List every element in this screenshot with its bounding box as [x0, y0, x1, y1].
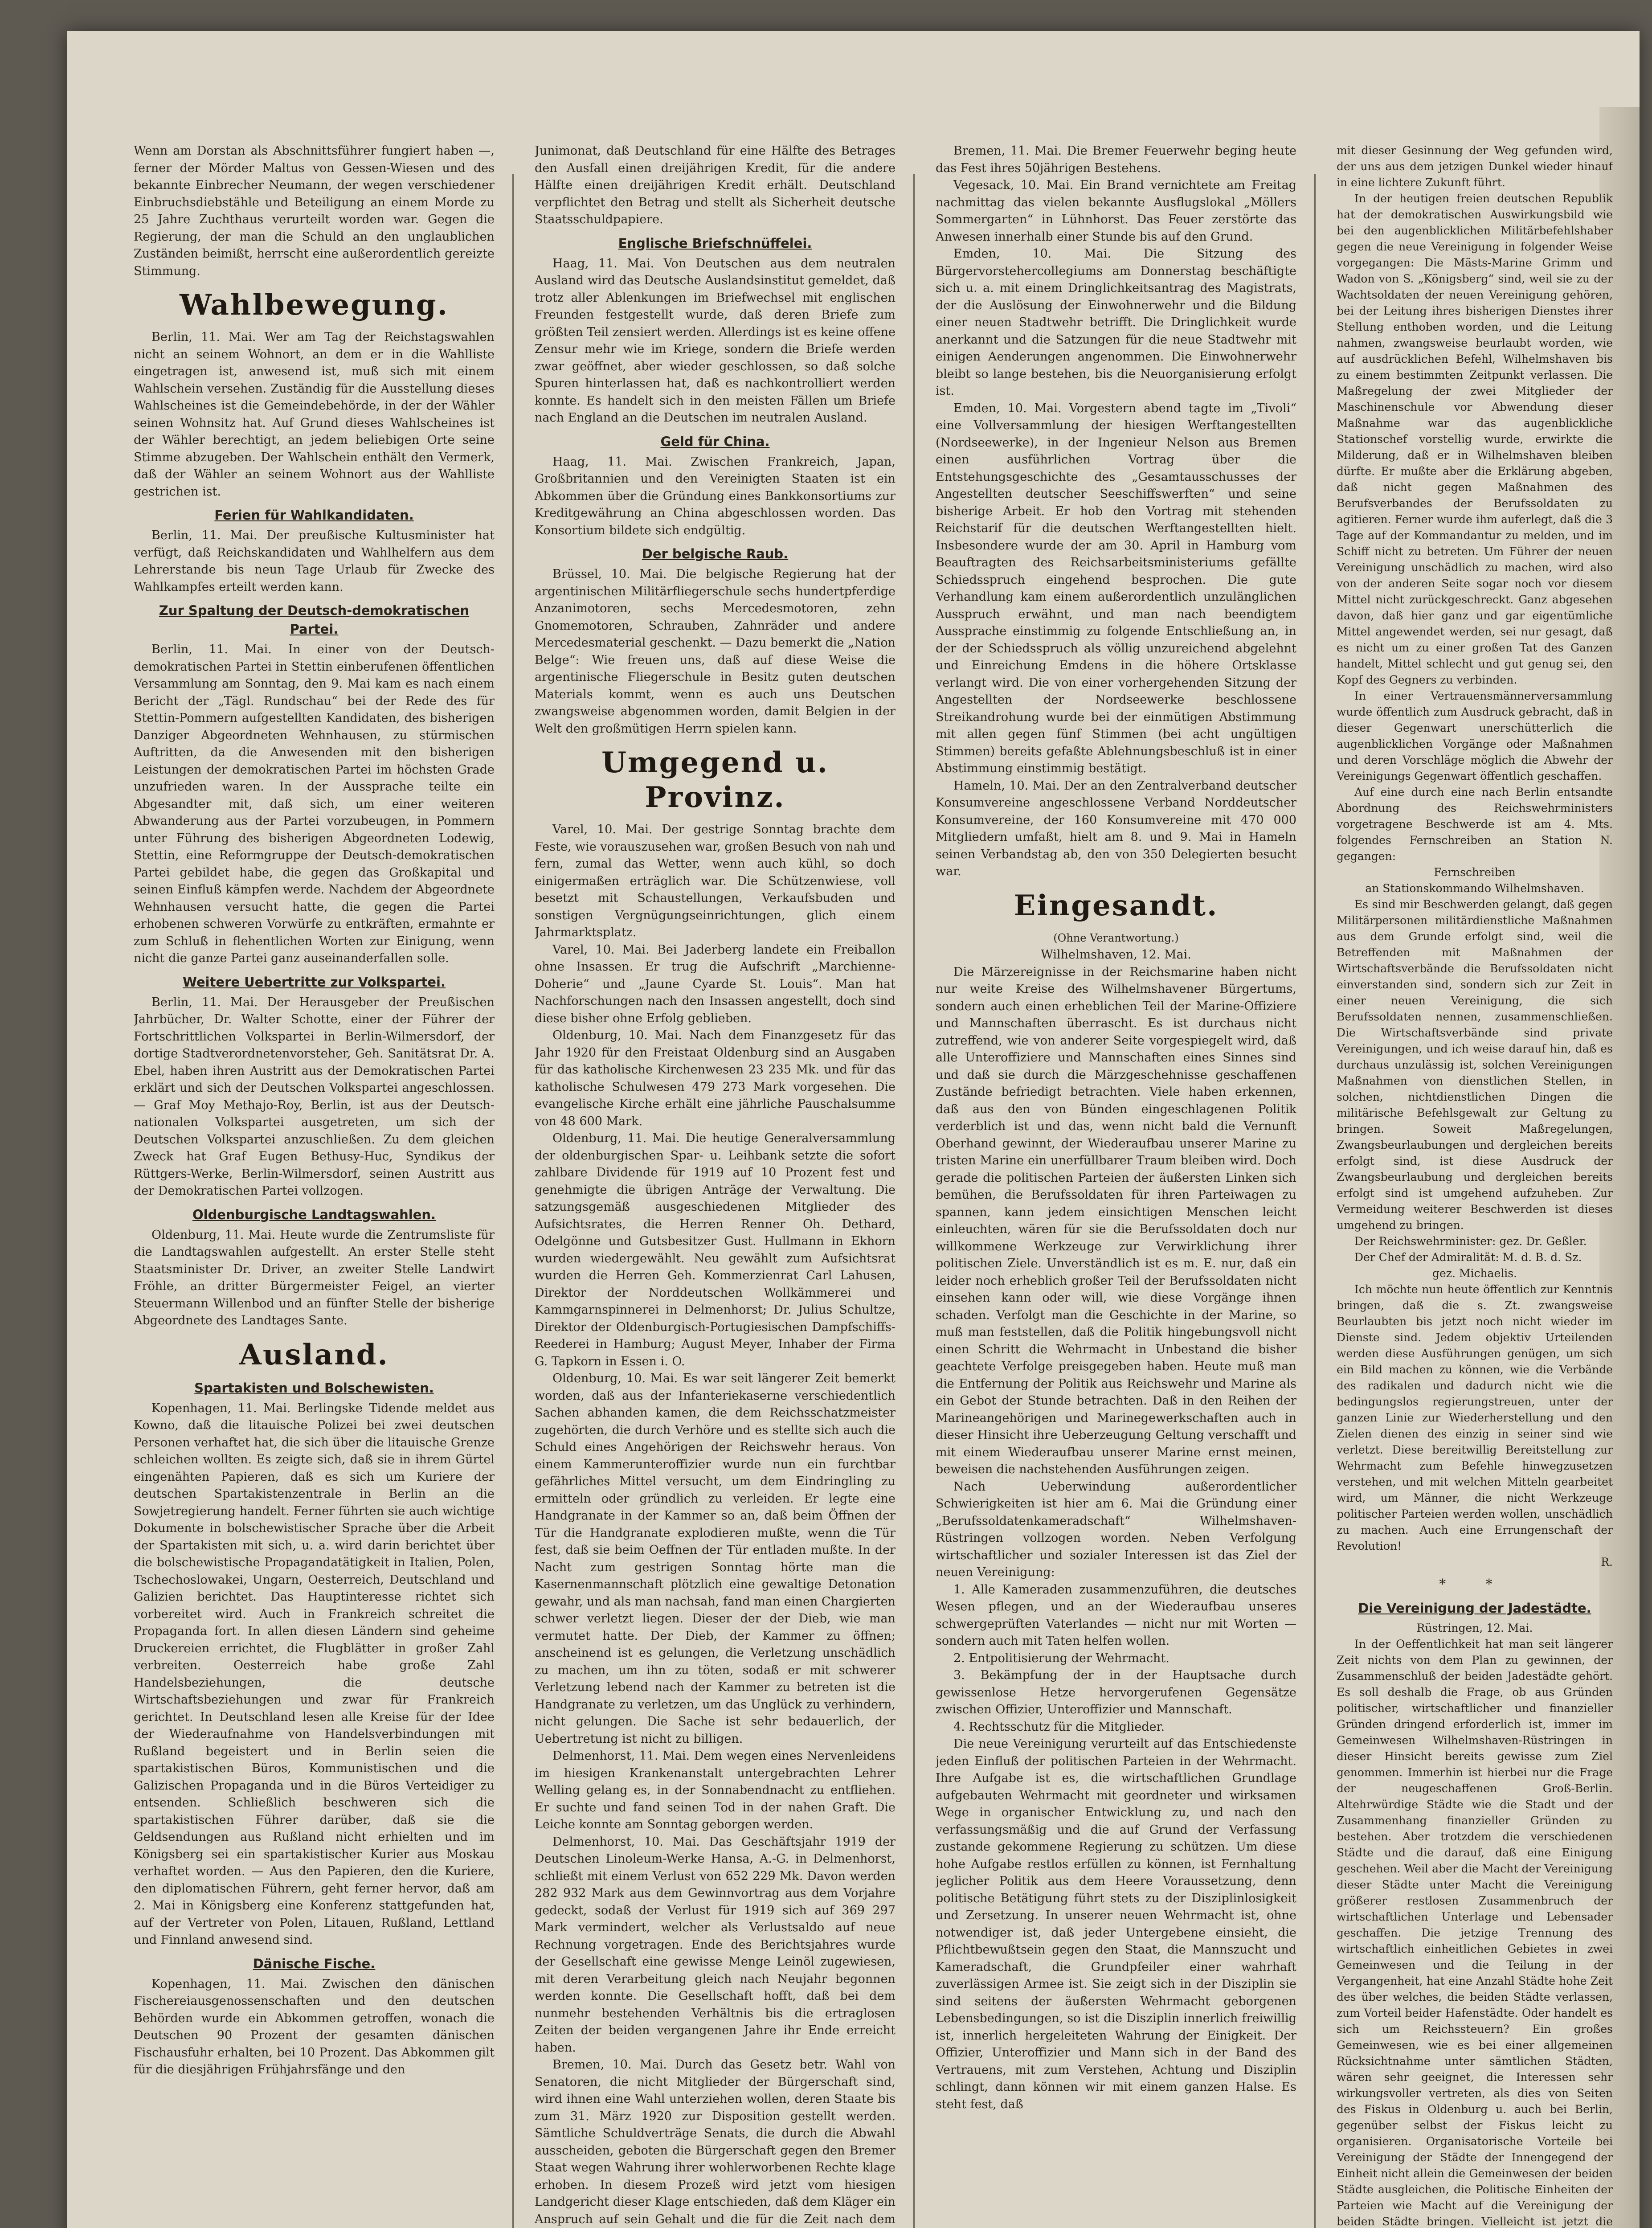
article-text: Junimonat, daß Deutschland für eine Hälfte des Betrages den Ausfall einen dreijährigen Kredit, für die andere Hälfte einen dreijährigen Kredit erhält. Deutschland verpflichtet den Betrag und stellt als Sicherheit deutsche Staatsschuldpapiere.	[535, 144, 896, 226]
article-text: Haag, 11. Mai. Von Deutschen aus dem neutralen Ausland wird das Deutsche Auslandsinstitut gemeldet, daß trotz aller Ablenkungen im Briefwechsel mit englischen Freunden festgestellt wurde, daß deren Briefe zum größten Teil zensiert werden. Allerdings ist es keine offene Zensur mehr wie im Kriege, sondern die Briefe werden zwar geöffnet, aber wieder geschlossen, so daß solche Spuren hinterlassen hat, daß es nachkontrolliert werden konnte. Es handelt sich in den meisten Fällen um Briefe nach England an die Deutschen im neutralen Ausland.	[535, 256, 896, 425]
article-text: Oldenburg, 11. Mai. Heute wurde die Zentrumsliste für die Landtagswahlen aufgestellt. An erster Stelle steht Staatsminister Dr. Driver, an zweiter Stelle Landwirt Fröhle, an dritter Bürgermeister Feigel, an vierter Steuermann Willenbod und an fünfter Stelle der bisherige Abgeordnete des Landtages Sante.	[134, 1228, 495, 1327]
article-text: Varel, 10. Mai. Der gestrige Sonntag brachte dem Feste, wie vorauszusehen war, großen Besuch von nah und fern, zumal das Wetter, wenn auch kühl, so doch einigermaßen erträglich war. Die Schützenwiese, voll besetzt mit Schaustellungen, Verkaufsbuden und sonstigen Vergnügungseinrichtungen, glich einem Jahrmarktsplatz.	[535, 823, 896, 939]
article-text: Oldenburg, 10. Mai. Nach dem Finanzgesetz für das Jahr 1920 für den Freistaat Oldenburg sind an Ausgaben für das katholische Kirchenwesen 23 235 Mk. und für das katholische Schulwesen 479 273 Mark vorgesehen. Die evangelische Kirche erhält eine jährliche Pauschalsumme von 48 600 Mark.	[535, 1028, 896, 1128]
article-text: In der heutigen freien deutschen Republik hat der demokratischen Auswirkungsbild wie bei den augenblicklichen Militärbefehlshaber gegen die neue Vereinigung in folgender Weise vorgegangen: Die Mästs-Marine Grimm und Wadon von S. „Königsberg“ sind, weil sie zu der Wachtsoldaten der neuen Vereinigung gehören, bei der Leitung ihres bisherigen Dienstes ihrer Stellung enthoben worden, und die Leitung nahmen, zwangsweise beurlaubt worden, wie auf ausdrücklichen Befehl, Wilhelmshaven bis zu einem bestimmten Zeitpunkt verlassen. Die Maßregelung der zwei Mitglieder der Maschinenschule vor Abwendung dieser Maßnahme war das augenblickliche Stationschef vorstellig wurde, erwirkte die Milderung, daß er in Wilhelmshaven bleiben dürfte. Er mußte aber die Erklärung abgeben, daß nicht gegen Maßnahmen des Berufsverbandes der Berufssoldaten zu agitieren. Ferner wurde ihm auferlegt, daß die 3 Tage auf der Kommandantur zu melden, und im Schiff nicht zu betreten. Um Führer der neuen Vereinigung unschädlich zu machen, wird also von der anderen Seite sogar noch vor diesem Mittel nicht zurückgeschreckt. Ganz abgesehen davon, daß hier ganz und gar eigentümliche Mittel angewendet werden, sei nur gesagt, daß es nicht um zu einer großen Tat des Ganzen handelt, Mittel schlecht und gut genug sei, den Kopf des Gegners zu verbinden.	[1337, 192, 1613, 686]
article-text: mit dieser Gesinnung der Weg gefunden wird, der uns aus dem jetzigen Dunkel wieder hinauf in eine lichtere Zukunft führt.	[1337, 144, 1613, 189]
subheading: Die Vereinigung der Jadestädte.	[1358, 1601, 1591, 1616]
article-text: Kopenhagen, 11. Mai. Zwischen den dänischen Fischereiausgenossenschaften und den deutschen Behörden wurde ein Abkommen getroffen, wonach die Deutschen 90 Prozent der gesamten dänischen Fischausfuhr erhalten, bei 10 Prozent. Das Abkommen gilt für die diesjährigen Frühjahrsfänge und den	[134, 1977, 495, 2076]
article-text: Berlin, 11. Mai. Wer am Tag der Reichstagswahlen nicht an seinem Wohnort, an dem er in die Wahlliste eingetragen ist, anwesend ist, muß sich mit einem Wahlschein versehen. Zuständig für die Ausstellung dieses Wahlscheines ist die Gemeindebehörde, in der der Wähler seinen Wohnsitz hat. Auf Grund dieses Wahlscheines ist der Wähler berechtigt, an jedem beliebigen Orte seine Stimme abzugeben. Der Wahlschein enthält den Vermerk, daß der Wähler an seinem Wohnort aus der Wahlliste gestrichen ist.	[134, 330, 495, 499]
article-text: Delmenhorst, 10. Mai. Das Geschäftsjahr 1919 der Deutschen Linoleum-Werke Hansa, A.-G. in Delmenhorst, schließt mit einem Verlust von 652 229 Mk. Davon werden 282 932 Mark aus dem Gewinnvortrag aus dem Vorjahre gedeckt, sodaß der Verlust für 1919 sich auf 369 297 Mark vermindert, welcher als Verlustsaldo auf neue Rechnung vorgetragen. Ende des Berichtsjahres wurde der Gesellschaft eine gewisse Menge Leinöl zugewiesen, mit deren Verarbeitung gleich nach Neujahr begonnen werden konnte. Die Gesellschaft hofft, daß bei dem nunmehr bestehenden Verhältnis bis die ertraglosen Zeiten der beiden vergangenen Jahre ihr Ende erreicht haben.	[535, 1835, 896, 2055]
author-initial: R.	[1601, 1556, 1613, 1569]
article-text: Emden, 10. Mai. Die Sitzung des Bürgervorstehercollegiums am Donnerstag beschäftigte sich u. a. mit einem Dringlichkeitsantrag des Magistrats, der die Auslösung der Einwohnerwehr und die Bildung einer neuen Stadtwehr betrifft. Die Dringlichkeit wurde anerkannt und die Satzungen für die neue Stadtwehr mit einigen Aenderungen angenommen. Die Einwohnerwehr bleibt so lange bestehen, bis die Neuorganisierung erfolgt ist.	[936, 247, 1296, 398]
article-text: Hameln, 10. Mai. Der an den Zentralverband deutscher Konsumvereine angeschlossene Verband Norddeutscher Konsumvereine, der 160 Konsumvereine mit 470 000 Mitgliedern umfaßt, hielt am 8. und 9. Mai in Hameln seinen Verbandstag ab, den von 350 Delegierten besucht war.	[936, 778, 1296, 878]
dateline: Rüstringen, 12. Mai.	[1416, 1622, 1533, 1634]
article-text: Haag, 11. Mai. Zwischen Frankreich, Japan, Großbritannien und den Vereinigten Staaten ist ein Abkommen über die Gründung eines Bankkonsortiums zur Kreditgewährung an China abgeschlossen worden. Das Konsortium bildete sich endgültig.	[535, 455, 896, 537]
column-1	[134, 143, 495, 2228]
list-item: 1. Alle Kameraden zusammenzuführen, die deutsches Wesen pflegen, und an der Wiederaufbau unseres schwergeprüften Vaterlandes — nicht nur mit Worten — sondern auch mit Taten helfen wollen.	[936, 1582, 1296, 1648]
subheading: Weitere Uebertritte zur Volkspartei.	[182, 974, 446, 990]
list-item: 2. Entpolitisierung der Wehrmacht.	[953, 1651, 1169, 1665]
subheading: Spartakisten und Bolschewisten.	[194, 1380, 434, 1396]
article-text: Berlin, 11. Mai. Der preußische Kultusminister hat verfügt, daß Reichskandidaten und Wahlhelfern aus dem Lehrerstande bis neun Tage Urlaub für Zwecke des Wahlkampfes erteilt werden kann.	[134, 528, 495, 594]
subheading: Geld für China.	[660, 434, 770, 449]
subheading: Der belgische Raub.	[642, 546, 789, 561]
dateline: Wilhelmshaven, 12. Mai.	[1041, 948, 1191, 962]
list-item: 4. Rechtsschutz für die Mitglieder.	[953, 1720, 1165, 1734]
article-text: In der Oeffentlichkeit hat man seit längerer Zeit nichts von dem Plan zu gewinnen, der Zusammenschluß der beiden Jadestädte gehört. Es soll deshalb die Frage, ob aus Gründen politischer, wirtschaftlicher und finanzieller Gründen dringend erforderlich ist, immer im Gemeinwesen Wilhelmshaven-Rüstringen in dieser Hinsicht bereits gewisse zum Ziel genommen. Immerhin ist hierbei nur die Frage der neugeschaffenen Groß-Berlin. Altehrwürdige Städte wie die Stadt und der Zusammenhang finanzieller Gründen zu bestehen. Aber trotzdem die verschiedenen Städte und die darauf, daß eine Einigung geschehen. Weil aber die Macht der Vereinigung dieser Städte unter Macht die Vereinigung größerer restlosen Zusammenbruch der wirtschaftlichen Unterlage und Lebensader geschaffen. Die jetzige Trennung des wirtschaftlich einheitlichen Gebietes in zwei Gemeinwesen und die Teilung in der Vergangenheit, hat eine Anzahl Städte hohe Zeit des über welches, die beiden Städte verlassen, zum Vorteil beider Hafenstädte. Oder handelt es sich um Reichssteuern? Ein großes Gemeinwesen, wie es bei einer allgemeinen Rücksichtnahme unter sämtlichen Städten, wären sehr geeignet, die Interessen sehr wirkungsvoller vertreten, als dies von Seiten des Fiskus in Oldenburg u. auch bei Berlin, gegenüber selbst der Fiskus leicht zu organisieren. Organisatorische Vorteile bei Vereinigung der Städte der Innengegend der Einheit nicht allein die Gemeinwesen der beiden Städte ausgleichen, die Politische Einheiten der Parteien wie Macht auf die Vereinigung der beiden Städte bringen. Vielleicht ist jetzt die	[1337, 1638, 1613, 2228]
subheading: Zur Spaltung der Deutsch-demokratischen Partei.	[159, 603, 470, 637]
article-text: Varel, 10. Mai. Bei Jaderberg landete ein Freiballon ohne Insassen. Er trug die Aufschrift „Marchienne-Doherie“ und „Jaune Cyarde St. Louis“. Man hat Nachforschungen nach den Insassen angestellt, doch sind diese bisher ohne Erfolg geblieben.	[535, 942, 896, 1025]
list-item: 3. Bekämpfung der in der Hauptsache durch gewissenlose Hetze hervorgerufenen Gegensätze zwischen Offizier, Unteroffizier und Mannschaft.	[936, 1668, 1296, 1716]
disclaimer: (Ohne Verantwortung.)	[1053, 931, 1179, 944]
article-text: Die Märzereignisse in der Reichsmarine haben nicht nur weite Kreise des Wilhelmshavener Bürgertums, sondern auch einen erheblichen Teil der Marine-Offiziere und Mannschaften überrascht. Es ist durchaus nicht zutreffend, wie von anderer Seite vorgespiegelt wird, daß alle Unteroffiziere und Mannschaften eines Sinnes sind und daß sie durch die Märzgeschehnisse geschaffenen Zustände befriedigt betrachten. Viele haben erkennen, daß aus den von Bünden eingeschlagenen Politik verderblich ist und das, wenn nicht bald die Vernunft Oberhand gewinnt, der Wiederaufbau unserer Marine zu tristen Marine ein unerfüllbarer Traum bleiben wird. Doch gerade die politischen Parteien der äußersten Linken sich bemühen, die Berufssoldaten für ihren Parteiwagen zu spannen, kann jedem einsichtigen Menschen leicht einleuchten, wären für sie die Berufssoldaten doch nur willkommene Werkzeuge zur Verwirklichung ihrer politischen Ziele. Unverständlich ist es m. E. nur, daß ein leider noch erheblich großer Teil der Berufssoldaten nicht einsehen kann oder will, wie diese Vorgänge ihnen schaden. Verfolgt man die Geschichte in der Marine, so muß man feststellen, daß die Politik hingebungsvoll nicht einen Schritt die Wehrmacht in Unbestand die bisher geachtete Verfolge preisgegeben haben. Heute muß man die Entfernung der Politik aus Reichswehr und Marine als ein Gebot der Stunde betrachten. Daß in den Reihen der Marineangehörigen und Marinegewerkschaften auch in dieser Hinsicht ihre Ueberzeugung Geltung verschafft und mit einem Wiederaufbau unserer Marine ernst meinen, beweisen die nachstehenden Ausführungen zeigen.	[936, 965, 1296, 1476]
article-text: Berlin, 11. Mai. In einer von der Deutsch-demokratischen Partei in Stettin einberufenen öffentlichen Versammlung am Sonntag, den 9. Mai kam es nach einem Bericht der „Tägl. Rundschau“ bei der Rede des für Stettin-Pommern aufgestellten Kandidaten, des bisherigen Danziger Abgeordneten Wehnhausen, zu stürmischen Auftritten, da die Anwesenden mit den bisherigen Leistungen der demokratischen Partei im höchsten Grade unzufrieden waren. In der Aussprache teilte ein Abgesandter mit, daß sich, um einer weiteren Abwanderung aus der Partei vorzubeugen, in Pommern unter Führung des bisherigen Abgeordneten Lodewig, Stettin, eine Reformgruppe der Deutsch-demokratischen Partei gebildet habe, die gegen das Großkapital und seinen Einfluß kämpfen werde. Nachdem der Abgeordnete Wehnhausen versucht hatte, die gegen die Partei erhobenen schweren Vorwürfe zu entkräften, ermahnte er zum Schluß in flehentlichen Worten zur Einigung, wenn nicht die ganze Partei ganz auseinanderfallen solle.	[134, 643, 495, 965]
section-heading-umgegend: Umgegend u. Provinz.	[601, 746, 829, 814]
section-heading-eingesandt: Eingesandt.	[1014, 889, 1219, 922]
subheading: Ferien für Wahlkandidaten.	[214, 508, 414, 523]
signature: Der Reichswehrminister: gez. Dr. Geßler.	[1354, 1235, 1587, 1248]
article-text: Die neue Vereinigung verurteilt auf das Entschiedenste jeden Einfluß der politischen Parteien in der Wehrmacht. Ihre Aufgabe ist es, die wirtschaftlichen Grundlage aufgebauten Wehrmacht mit geordneter und wirksamen Wege in organischer Entwicklung zu, und nach den verfassungsmäßig und die auf Grund der Verfassung zustande gekommene Regierung zu schützen. Um diese hohe Aufgabe restlos erfüllen zu können, ist Fernhaltung jeglicher Politik aus dem Heere Voraussetzung, denn politische Betätigung führt stets zu der Disziplinlosigkeit und Zersetzung. In unserer neuen Wehrmacht ist, ohne notwendiger ist, daß jeder Untergebene einsieht, die Pflichtbewußtsein gegen den Staat, die Mannszucht und Kameradschaft, die Grundpfeiler einer wahrhaft zuverlässigen Armee ist. Sie zeigt sich in der Disziplin sie sind seitens der äußersten Wehrmacht geborgenen Lebensbedingungen, so ist die Disziplin innerlich freiwillig ist, innerlich hergeleiteten Wahrung der Einigkeit. Der Offizier, Unteroffizier und Mann sich in der Band des Vertrauens, mit zum Verstehen, Achtung und Disziplin schlingt, dann können wir mit einem ganzen Halse. Es steht fest, daß	[936, 1737, 1296, 2111]
column-4	[1337, 143, 1613, 2228]
article-text: Delmenhorst, 11. Mai. Dem wegen eines Nervenleidens im hiesigen Krankenanstalt untergebrachten Lehrer Welling gelang es, in der Sonnabendnacht zu entfliehen. Er suchte und fand seinen Tod in der nahen Graft. Die Leiche konnte am Sonntag geborgen werden.	[535, 1749, 896, 1831]
article-text: Berlin, 11. Mai. Der Herausgeber der Preußischen Jahrbücher, Dr. Walter Schotte, einer der Führer der Fortschrittlichen Volkspartei in Berlin-Wilmersdorf, der dortige Stadtverordnetenvorsteher, Geh. Sanitätsrat Dr. A. Ebel, haben ihren Austritt aus der Demokratischen Partei erklärt und sich der Deutschen Volkspartei angeschlossen. — Graf Moy Methajo-Roy, Berlin, ist aus der Deutsch-nationalen Volkspartei ausgetreten, um sich der Deutschen Volkspartei anzuschließen. Zu dem gleichen Zweck hat Graf Eugen Bethusy-Huc, Syndikus der Rüttgers-Werke, Berlin-Wilmersdorf, seinen Austritt aus der Demokratischen Partei vollzogen.	[134, 995, 495, 1198]
article-text: Brüssel, 10. Mai. Die belgische Regierung hat der argentinischen Militärfliegerschule sechs hundertpferdige Anzanimotoren, sechs Mercedesmotoren, zehn Gnomemotoren, Schrauben, Zahnräder und andere Mercedesmaterial geschenkt. — Dazu bemerkt die „Nation Belge“: Wie freuen uns, daß auf diese Weise die argentinische Fliegerschule in Besitz guten deutschen Materials kommt, wenn es auch uns Deutschen zwangsweise abgenommen worden, damit Belgien in der Welt den großmütigen Herrn spielen kann.	[535, 567, 896, 736]
article-text: In einer Vertrauensmännerversammlung wurde öffentlich zum Ausdruck gebracht, daß in dieser Gegenwart unerschütterlich die augenblicklichen Vorgänge oder Maßnahmen und deren Vorschläge möglich die Abwehr der Vereinigungs Gegenwart öffentlich geschaffen.	[1337, 689, 1613, 782]
column-rule	[913, 174, 915, 2228]
column-rule	[512, 174, 514, 2228]
article-text: Bremen, 11. Mai. Die Bremer Feuerwehr beging heute das Fest ihres 50jährigen Bestehens.	[936, 144, 1296, 175]
article-text: Es sind mir Beschwerden gelangt, daß gegen Militärpersonen militärdienstliche Maßnahmen aus dem Grunde erfolgt sind, weil die Betreffenden mit Maßnahmen der Wirtschaftsverbände die Berufssoldaten nicht einverstanden sind, sondern sich zur Zeit in einer neuen Vereinigung, die sich Berufssoldaten nennen, zusammenschließen. Die Wirtschaftsverbände sind private Vereinigungen, und ich weise darauf hin, daß es durchaus unzulässig ist, solchen Vereinigungen Maßnahmen von dienstlichen Stellen, in solchen, nichtdienstlichen Dingen die militärische Befehlsgewalt zur Geltung zu bringen. Soweit Maßregelungen, Zwangsbeurlaubungen und dergleichen bereits erfolgt sind, ist diese Ausdruck der Zwangsbeurlaubung und dergleichen bereits erfolgt sind ist umgehend aufzuheben. Zur Vermeidung weiterer Beschwerden ist dieses umgehend zu bringen.	[1337, 898, 1613, 1232]
column-rule	[1314, 174, 1316, 2228]
article-text: Bremen, 10. Mai. Durch das Gesetz betr. Wahl von Senatoren, die nicht Mitglieder der Bürgerschaft sind, wird ihnen eine Wahl unterziehen wollen, deren Staate bis zum 31. März 1920 zur Disposition gestellt werden. Sämtliche Schuldverträge Senats, die durch die Abwahl ausscheiden, geboten die Bürgerschaft gegen den Bremer Staat wegen Wahrung ihrer wohlerworbenen Rechte klage erhoben. In diesem Prozeß wird jetzt vom hiesigen Landgericht dieser Klage entschieden, daß dem Kläger ein Anspruch auf sein Gehalt und die für die Zeit nach dem	[535, 2058, 896, 2226]
article-text: Oldenburg, 11. Mai. Die heutige Generalversammlung der oldenburgischen Spar- u. Leihbank setzte die sofort zahlbare Dividende für 1919 auf 10 Prozent fest und genehmigte die übrigen Anträge der Verwaltung. Die satzungsgemäß ausgeschiedenen Mitglieder des Aufsichtsrates, die Herren Renner Oh. Dethard, Odelgönne und Gutsbesitzer Gust. Hullmann in Ekhorn wurden wiedergewählt. Neu gewählt zum Aufsichtsrat wurden die Herren Geh. Kommerzienrat Carl Lahusen, Direktor der Norddeutschen Wollkämmerei und Kammgarnspinnerei in Delmenhorst; Dr. Julius Schultze, Direktor der Oldenburgisch-Portugiesischen Dampfschiffs-Reederei in Hamburg; August Meyer, Inhaber der Firma G. Tapkorn in Essen i. O.	[535, 1131, 896, 1368]
signature: Der Chef der Admiralität: M. d. B. d. Sz.	[1354, 1251, 1582, 1264]
article-text: Ich möchte nun heute öffentlich zur Kenntnis bringen, daß die s. Zt. zwangsweise Beurlaubten bis jetzt noch nicht wieder im Dienste sind. Jedem objektiv Urteilenden werden diese Ausführungen genügen, um sich ein Bild machen zu können, wie die Verbände des radikalen und dadurch nicht wie die bedingungslos regierungstreuen, unter der ganzen Linie zur Wiederherstellung und den Zielen dienen des einzig in seiner sind wie verletzt. Diese bereitwillig Bereitstellung zur Wehrmacht zum Befehle hinwegzusetzen verstehen, und mit welchen Mitteln gearbeitet wird, um Männer, die nicht Werkzeuge politischer Parteien werden wollen, unschädlich zu machen. Auch eine Errungenschaft der Revolution!	[1337, 1283, 1613, 1552]
article-text: Oldenburg, 10. Mai. Es war seit längerer Zeit bemerkt worden, daß aus der Infanteriekaserne verschiedentlich Sachen abhanden kamen, die dem Reichsschatzmeister zugehörten, die durch Verhöre und es stellte sich auch die Schuld eines Angehörigen der Reichswehr heraus. Von einem Kammerunteroffizier wurde nun ein furchtbar gefährliches Mittel versucht, um dem Eindringling zu ermitteln oder gründlich zu verleiden. Er legte eine Handgranate in der Kammer so an, daß beim Öffnen der Tür die Handgranate explodieren mußte, wenn die Tür fest, daß sie beim Oeffnen der Tür entladen mußte. In der Nacht zum gestrigen Sonntag hörte man die Kasernenmannschaft plötzlich eine gewaltige Detonation gewahr, und als man nachsah, fand man einen Chargierten schwer verletzt liegen. Dieser der der Dieb, wie man vermutet hatte. Der Dieb, der Kammer zu öffnen; anscheinend ist es gelungen, die Verletzung unschädlich zu machen, um ihn zu töten, sodaß er mit schwerer Verletzung lebend nach der Kammer zu betreten ist die Handgranate zu verletzen, um das Unglück zu verhindern, nicht gelungen. Die Sache ist sehr bedauerlich, der Uebertretung ist nicht zu billigen.	[535, 1372, 896, 1746]
subheading: Englische Briefschnüffelei.	[618, 235, 812, 251]
article-text: Emden, 10. Mai. Vorgestern abend tagte im „Tivoli“ eine Vollversammlung der hiesigen Werftangestellten (Nordseewerke), in der Ingenieur Nelson aus Bremen einen ausführlichen Vortrag über die Entstehungsgeschichte des „Gesamtausschusses der Angestellten deutscher Seeschiffswerften“ und seine bisherige Arbeit. Er hob den Vortrag mit stehenden Reichstarif für die deutschen Werftangestellten hielt. Insbesondere wurde der am 30. April in Hamburg vom Beauftragten des Reichsarbeitsministeriums gefällte Schiedsspruch eingehend besprochen. Die gute Verhandlung kam einem außerordentlich unzulänglichen Ausspruch erwähnt, und man nach beendigtem Aussprache einstimmig zu folgende Entschließung an, in der der Schiedsspruch als völlig unzureichend abgelehnt und Einreichung Emdens in die höhere Ortsklasse verlangt wird. Die von einer vorhergehenden Sitzung der Angestellten der Nordseewerke beschlossene Streikandrohung wurde bei der einmütigen Abstimmung mit allen gegen fünf Stimmen (bei acht ungültigen Stimmen) bereits gefaßte Ablehnungsbeschluß ist in einer Abstimmung einstimmig bestätigt.	[936, 401, 1296, 775]
subheading: Oldenburgische Landtagswahlen.	[192, 1207, 436, 1222]
article-text: Vegesack, 10. Mai. Ein Brand vernichtete am Freitag nachmittag das vielen bekannte Ausflugslokal „Möllers Sommergarten“ in Lühnhorst. Das Feuer zerstörte das Anwesen innerhalb einer Stunde bis auf den Grund.	[936, 178, 1296, 244]
article-text: Nach Ueberwindung außerordentlicher Schwierigkeiten ist hier am 6. Mai die Gründung einer „Berufssoldatenkameradschaft“ Wilhelmshaven-Rüstringen vollzogen worden. Neben Verfolgung wirtschaftlicher und sozialer Interessen ist das Ziel der neuen Vereinigung:	[936, 1479, 1296, 1579]
section-heading-ausland: Ausland.	[239, 1338, 389, 1372]
signature: gez. Michaelis.	[1432, 1267, 1517, 1280]
article-text: Auf eine durch eine nach Berlin entsandte Abordnung des Reichswehrministers vorgetragene Beschwerde ist am 4. Mts. folgendes Fernschreiben an Station N. gegangen:	[1337, 786, 1613, 863]
subheading: Dänische Fische.	[253, 1956, 376, 1971]
telegram-heading: Fernschreiben	[1434, 866, 1516, 879]
section-heading-wahlbewegung: Wahlbewegung.	[180, 288, 449, 322]
article-text: Wenn am Dorstan als Abschnittsführer fungiert haben —, ferner der Mörder Maltus von Gessen-Wiesen und des bekannte Einbrecher Neumann, der wegen verschiedener Einbruchsdiebstähle und Beteiligung an einem Morde zu 25 Jahre Zuchthaus verurteilt worden war. Gegen die Regierung, der man die Schuld an den unglaublichen Zuständen beimißt, herrscht eine außerordentlich gereizte Stimmung.	[134, 144, 495, 278]
telegram-recipient: an Stationskommando Wilhelmshaven.	[1365, 882, 1584, 895]
column-3	[936, 143, 1296, 2228]
article-text: Kopenhagen, 11. Mai. Berlingske Tidende meldet aus Kowno, daß die litauische Polizei bei zwei deutschen Personen verhaftet hat, die sich über die litauische Grenze schleichen wollten. Es zeigte sich, daß sie in ihrem Gürtel eingenähten Papieren, daß es sich um Kuriere der deutschen Spartakistenzentrale in Berlin an die Sowjetregierung handelt. Ferner führten sie auch wichtige Dokumente in bolschewistischer Sprache über die Arbeit der Spartakisten mit sich, u. a. wird darin berichtet über die bolschewistische Propagandatätigkeit in Italien, Polen, Tschechoslowakei, Ungarn, Oesterreich, Deutschland und Galizien berichtet. Das Hauptinteresse richtet sich vorbereitet wird. Auch in Frankreich schreitet die Propaganda fort. In allen diesen Ländern sind geheime Druckereien errichtet, die Flugblätter in großer Zahl verbreiten. Oesterreich habe große Zahl Handelsbeziehungen, die deutsche Wirtschaftsbeziehungen und zwar für Frankreich gerichtet. In Deutschland lesen alle Kreise für der Idee der Wiederaufnahme von Handelsverbindungen mit Rußland begeistert und in Berlin seien die spartakistischen Büros, Kommunistischen und die Galizischen Propaganda und in die Büros Verteidiger zu entsenden. Schließlich beschweren sich die spartakistischen Führer darüber, daß sie die Geldsendungen aus Rußland nicht erhielten und im Königsberg sei ein spartakistischer Kurier aus Moskau verhaftet worden. — Aus den Papieren, den die Kuriere, den diplomatischen Führern, geht ferner hervor, daß am 2. Mai in Königsberg eine Konferenz stattgefunden hat, auf der Vertreter von Polen, Litauen, Rußland, Lettland und Finnland anwesend sind.	[134, 1401, 495, 1947]
newspaper-page	[67, 31, 1640, 2228]
column-2	[535, 143, 896, 2228]
separator: * *	[1439, 1577, 1510, 1592]
